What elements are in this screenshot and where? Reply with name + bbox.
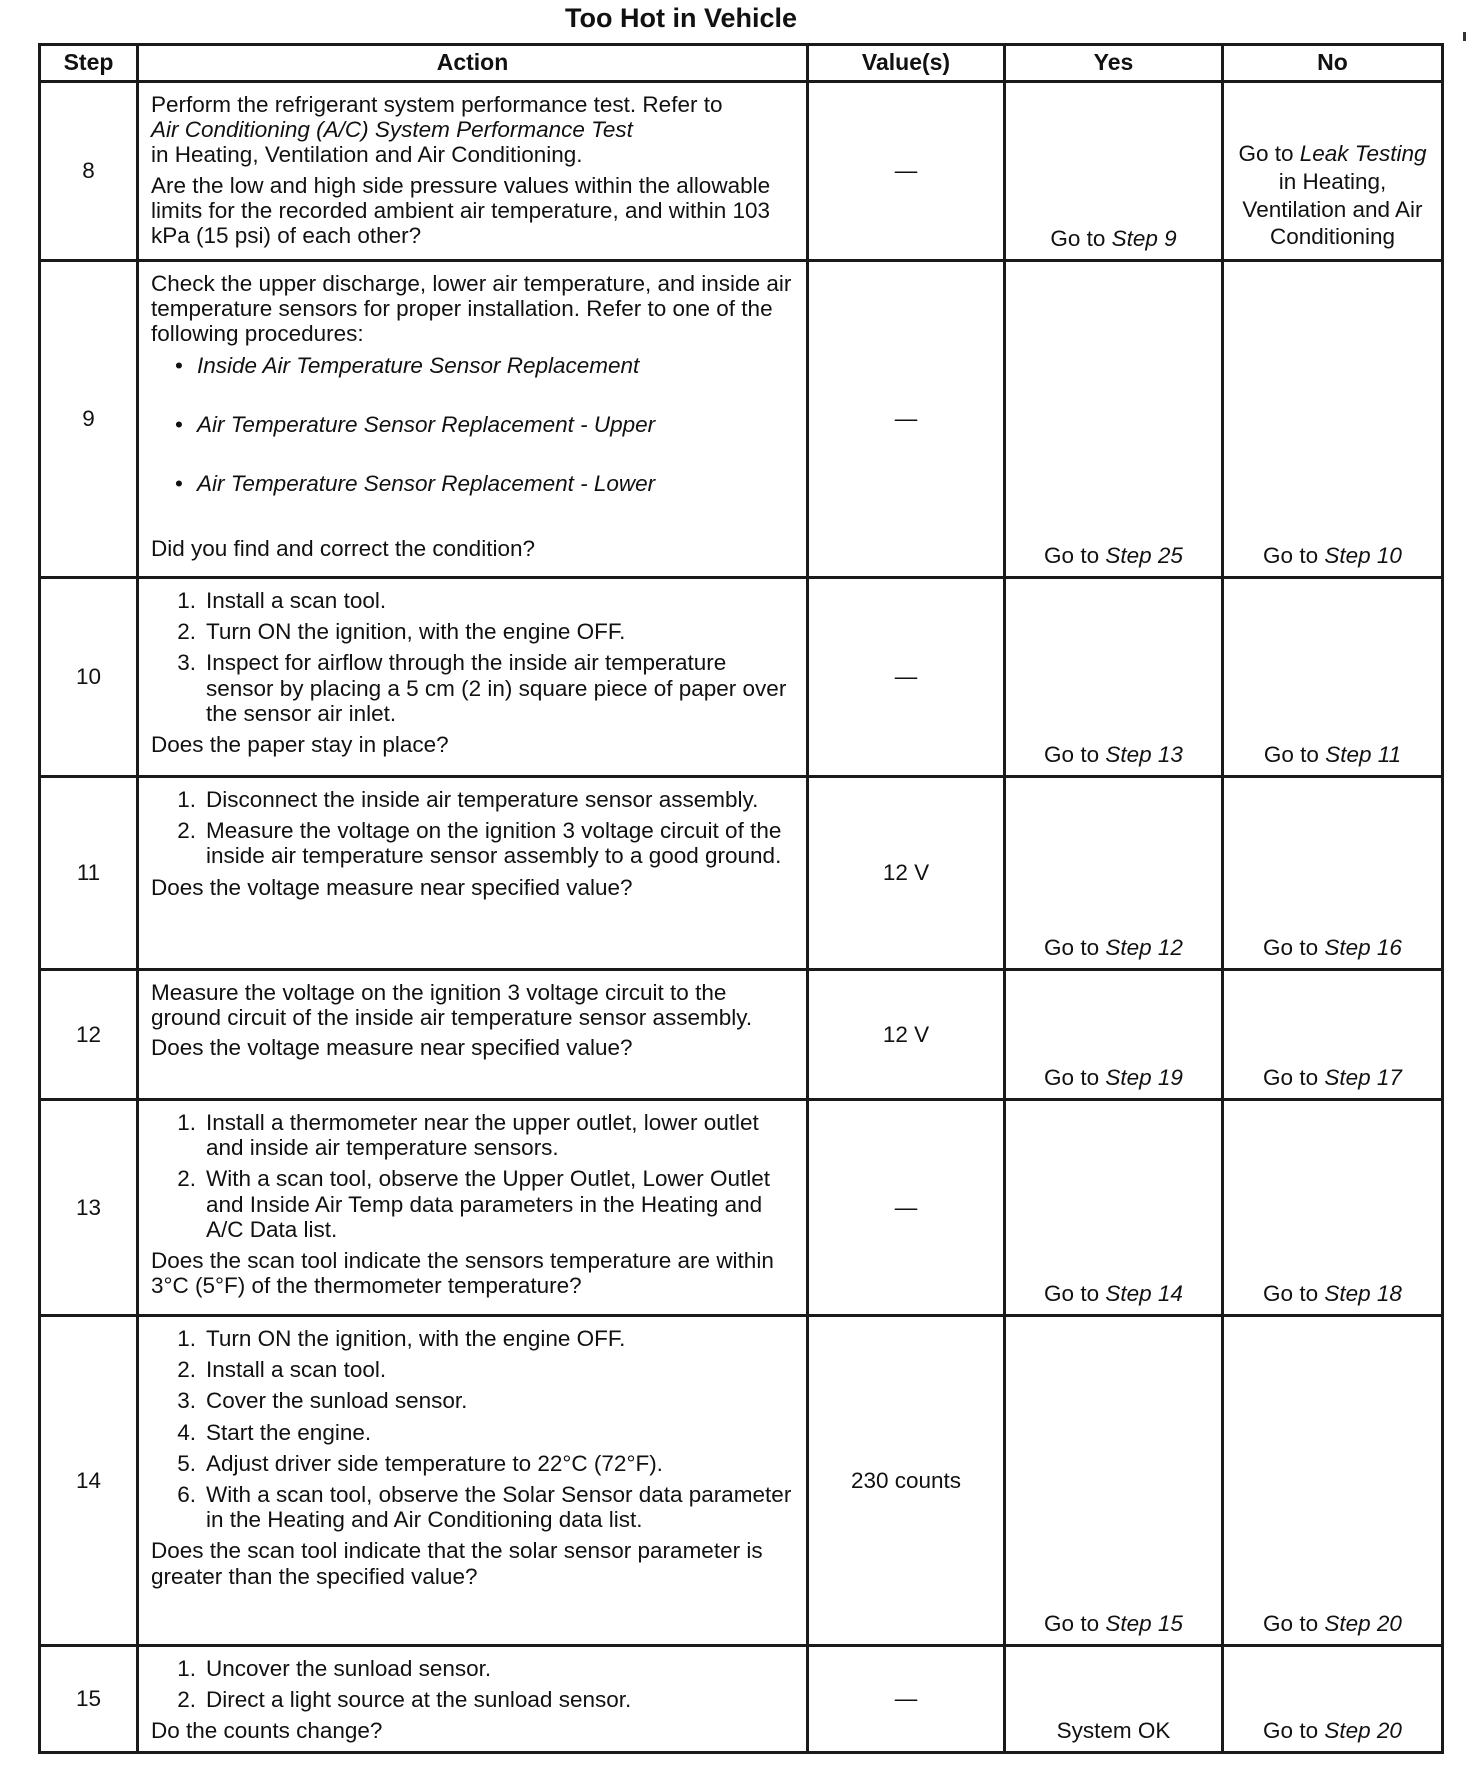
- step-number: 15: [40, 1646, 138, 1753]
- action-cell: [138, 1100, 808, 1316]
- header-action: Action: [138, 45, 808, 82]
- action-cell: [138, 1316, 808, 1646]
- goto-label: Go to: [1263, 1280, 1319, 1306]
- no-step-link[interactable]: 20: [1376, 1610, 1402, 1636]
- no-cell: [1223, 1100, 1443, 1316]
- step-number: 10: [40, 578, 138, 777]
- table-row: [40, 970, 1443, 1100]
- value-cell: 12 V: [808, 970, 1005, 1100]
- value-cell: —: [808, 578, 1005, 777]
- list-item: 2. Install a scan tool.: [177, 1357, 387, 1383]
- table-row: [40, 578, 1443, 777]
- action-cell: [138, 578, 808, 777]
- value-cell: 230 counts: [808, 1316, 1005, 1646]
- numbered-list: [151, 787, 796, 869]
- step-word: Step: [1111, 225, 1158, 251]
- table-row: [40, 82, 1443, 261]
- step-word: Step: [1324, 1280, 1371, 1306]
- value-cell: —: [808, 261, 1005, 578]
- no-step-link[interactable]: 20: [1376, 1717, 1402, 1743]
- list-item: 1. Disconnect the inside air temperature sensor assembly.: [177, 787, 759, 812]
- no-cell: [1223, 261, 1443, 578]
- step-word: Step: [1324, 934, 1371, 960]
- yes-step-link[interactable]: 12: [1157, 934, 1183, 960]
- numbered-list: [151, 1656, 796, 1712]
- list-item[interactable]: • Air Temperature Sensor Replacement - Upper: [175, 412, 796, 437]
- yes-cell: System OK: [1005, 1646, 1223, 1753]
- yes-cell: [1005, 1316, 1223, 1646]
- list-item: 3. Cover the sunload sensor.: [177, 1388, 468, 1414]
- step-word: Step: [1105, 542, 1152, 568]
- goto-label: Go to: [1263, 934, 1319, 960]
- no-cell: [1223, 578, 1443, 777]
- action-question: Does the scan tool indicate that the solar sensor parameter is greater than the specified value?: [151, 1538, 763, 1589]
- goto-label: Go to: [1044, 542, 1100, 568]
- yes-cell: [1005, 82, 1223, 261]
- list-item: 2. Measure the voltage on the ignition 3 voltage circuit of the inside air temperature sensor assembly to a good ground.: [177, 818, 782, 869]
- yes-cell: [1005, 777, 1223, 970]
- yes-cell: [1005, 1100, 1223, 1316]
- numbered-list: [151, 1110, 796, 1242]
- table-row: [40, 1316, 1443, 1646]
- step-word: Step: [1105, 1064, 1152, 1090]
- action-cell: [138, 82, 808, 261]
- action-question: Are the low and high side pressure values within the allowable limits for the recorded ambient air temperature, and within 103 kPa (15 psi) of each other?: [151, 172, 771, 248]
- list-item: 6. With a scan tool, observe the Solar Sensor data parameter in the Heating and Air Conditioning data list.: [177, 1481, 792, 1533]
- action-question: Do the counts change?: [151, 1718, 383, 1744]
- action-text: Perform the refrigerant system performance test. Refer to: [151, 92, 723, 117]
- goto-label: Go to: [1050, 225, 1106, 251]
- step-number: 12: [40, 970, 138, 1100]
- table-row: [40, 261, 1443, 578]
- value-cell: —: [808, 82, 1005, 261]
- action-reference: Air Conditioning (A/C) System Performance Test: [151, 117, 633, 143]
- action-question: Does the voltage measure near specified value?: [151, 874, 633, 900]
- no-step-link[interactable]: 17: [1376, 1064, 1402, 1090]
- action-text: Check the upper discharge, lower air temperature, and inside air temperature sensors for proper installation. Refer to one of the following procedures:: [151, 271, 792, 347]
- goto-label: Go to: [1263, 1717, 1319, 1743]
- yes-step-link[interactable]: 19: [1157, 1064, 1183, 1090]
- goto-label: Go to: [1263, 1610, 1319, 1636]
- goto-label: Go to: [1263, 741, 1319, 767]
- page-title: Too Hot in Vehicle: [564, 3, 798, 33]
- action-question: Does the paper stay in place?: [151, 731, 449, 757]
- header-step: Step: [40, 45, 138, 82]
- yes-cell: [1005, 578, 1223, 777]
- margin-mark: [1463, 32, 1466, 41]
- yes-step-link[interactable]: 15: [1157, 1610, 1183, 1636]
- action-text: in Heating, Ventilation and Air Conditioning.: [151, 142, 583, 168]
- value-cell: 12 V: [808, 777, 1005, 970]
- list-item: 5. Adjust driver side temperature to 22°C (72°F).: [177, 1450, 663, 1476]
- step-word: Step: [1105, 934, 1152, 960]
- action-question: Did you find and correct the condition?: [151, 536, 535, 562]
- goto-label: Go to: [1044, 1280, 1100, 1306]
- action-text: Measure the voltage on the ignition 3 voltage circuit to the ground circuit of the inside air temperature sensor assembly.: [151, 980, 753, 1031]
- no-step-link[interactable]: 11: [1377, 741, 1402, 767]
- no-reference-link[interactable]: Leak Testing: [1299, 141, 1427, 167]
- goto-label: Go to: [1044, 1064, 1100, 1090]
- step-number: 14: [40, 1316, 138, 1646]
- step-word: Step: [1324, 1717, 1371, 1743]
- step-word: Step: [1324, 1610, 1371, 1636]
- goto-label: Go to: [1263, 542, 1319, 568]
- no-cell: [1223, 777, 1443, 970]
- step-number: 9: [40, 261, 138, 578]
- step-word: Step: [1324, 542, 1371, 568]
- yes-step-link[interactable]: 9: [1164, 225, 1177, 251]
- step-word: Step: [1325, 741, 1372, 767]
- no-cell: [1223, 970, 1443, 1100]
- step-word: Step: [1324, 1064, 1371, 1090]
- step-number: 13: [40, 1100, 138, 1316]
- table-row: [40, 1646, 1443, 1753]
- goto-label: Go to: [1044, 1610, 1100, 1636]
- table-row: [40, 777, 1443, 970]
- header-yes: Yes: [1005, 45, 1223, 82]
- step-word: Step: [1105, 741, 1152, 767]
- table-row: [40, 1100, 1443, 1316]
- action-cell: [138, 777, 808, 970]
- no-step-link[interactable]: 18: [1376, 1280, 1402, 1306]
- no-step-link[interactable]: 16: [1376, 934, 1402, 960]
- goto-label: Go to: [1238, 141, 1294, 167]
- header-values: Value(s): [808, 45, 1005, 82]
- goto-label: Go to: [1044, 934, 1100, 960]
- yes-step-link[interactable]: 14: [1157, 1280, 1183, 1306]
- yes-cell: [1005, 970, 1223, 1100]
- no-cell: [1223, 1646, 1443, 1753]
- yes-cell: [1005, 261, 1223, 578]
- step-word: Step: [1105, 1280, 1152, 1306]
- action-question: Does the scan tool indicate the sensors temperature are within 3°C (5°F) of the thermometer temperature?: [151, 1247, 774, 1299]
- list-item: 3. Inspect for airflow through the inside air temperature sensor by placing a 5 cm (2 in) square piece of paper over the sensor air inlet.: [177, 650, 787, 726]
- goto-label: Go to: [1263, 1064, 1319, 1090]
- action-cell: [138, 970, 808, 1100]
- action-cell: [138, 261, 808, 578]
- table-header-row: [40, 45, 1443, 82]
- value-cell: —: [808, 1100, 1005, 1316]
- list-item[interactable]: • Air Temperature Sensor Replacement - Lower: [175, 471, 796, 496]
- list-item: 1. Turn ON the ignition, with the engine OFF.: [177, 1326, 626, 1351]
- goto-label: Go to: [1044, 741, 1100, 767]
- action-question: Does the voltage measure near specified value?: [151, 1035, 633, 1061]
- numbered-list: [151, 1326, 796, 1532]
- no-cell: [1223, 82, 1443, 261]
- list-item: 2. Direct a light source at the sunload sensor.: [177, 1687, 632, 1713]
- yes-step-link[interactable]: 13: [1157, 741, 1183, 767]
- procedure-list: [151, 353, 796, 497]
- list-item: 2. Turn ON the ignition, with the engine OFF.: [177, 619, 626, 645]
- list-item: 1. Uncover the sunload sensor.: [177, 1656, 492, 1681]
- no-reference-suffix: in Heating, Ventilation and Air Conditioning: [1242, 168, 1423, 250]
- list-item[interactable]: • Inside Air Temperature Sensor Replacement: [175, 353, 796, 378]
- no-step-link[interactable]: 10: [1376, 542, 1402, 568]
- value-cell: —: [808, 1646, 1005, 1753]
- step-word: Step: [1105, 1610, 1152, 1636]
- header-no: No: [1223, 45, 1443, 82]
- diagnostic-table: [38, 43, 1444, 1754]
- action-cell: [138, 1646, 808, 1753]
- list-item: 4. Start the engine.: [177, 1419, 372, 1445]
- step-number: 11: [40, 777, 138, 970]
- numbered-list: [151, 588, 796, 726]
- list-item: 2. With a scan tool, observe the Upper Outlet, Lower Outlet and Inside Air Temp data parameters in the Heating and A/C Data list.: [177, 1166, 771, 1242]
- no-cell: [1223, 1316, 1443, 1646]
- list-item: 1. Install a thermometer near the upper outlet, lower outlet and inside air temperature sensors.: [177, 1110, 759, 1161]
- step-number: 8: [40, 82, 138, 261]
- yes-step-link[interactable]: 25: [1157, 542, 1183, 568]
- list-item: 1. Install a scan tool.: [177, 588, 387, 613]
